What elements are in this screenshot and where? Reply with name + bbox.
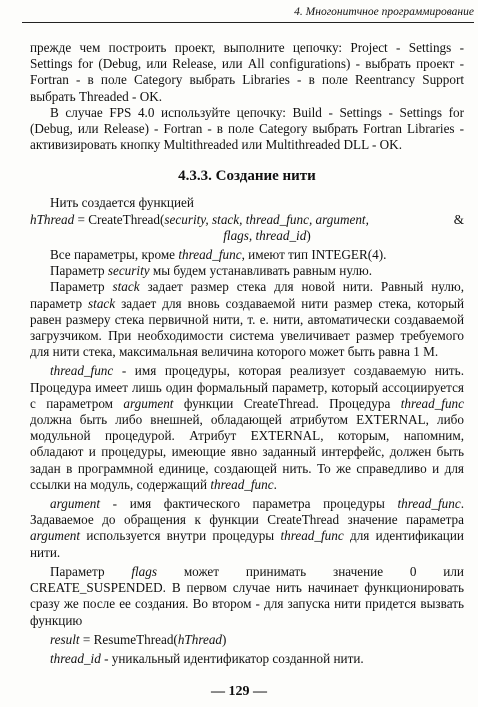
paragraph-intro: Нить создается функцией (50, 195, 194, 211)
paragraph-fps-settings: В случае FPS 4.0 используйте цепочку: Build - Settings - Settings for (Debug, или Release) - Fortran - в поле Category выбрать Fortran Libraries - активизировать кнопку Multithreaded или Multithreaded DLL - OK. (30, 104, 464, 153)
formula-call: = CreateThread( (74, 211, 165, 227)
formula-line-1 (30, 212, 464, 228)
page-number: — 129 — (211, 684, 267, 699)
paragraph-security: Параметр security мы будем устанавливать равным нулю. (50, 263, 373, 279)
formula-args-1: security, stack, thread_func, argument, (164, 211, 369, 227)
page-body (30, 40, 464, 667)
paragraph-thread-func: thread_func - имя процедуры, которая реализует создаваемую нить. Процедура имеет лишь один формальный параметр, который ассоциируется с параметром argument функции CreateThread. Процедура thread_func должна быть либо внешней, обладающей атрибутом EXTERNAL, либо модульной процедурой. Атрибут EXTERNAL, которым, напомним, обладают и процедуры, имеющие явно заданный интерфейс, должен быть задан в программной единице, создающей нить. То же справедливо и для ссылки на модуль, содержащий thread_func. (30, 363, 464, 492)
paragraph-argument: argument - имя фактического параметра процедуры thread_func. Задаваемое до обращения к функции CreateThread значение параметра argument используется внутри процедуры thread_func для идентификации нити. (30, 496, 464, 560)
formula-args-2: flags, thread_id (223, 227, 307, 243)
formula-create-thread (30, 212, 464, 244)
formula-resume-thread: result = ResumeThread(hThread) (50, 631, 227, 647)
formula-lhs: hThread (30, 211, 75, 227)
paragraph-flags: CREATE_SUSPENDED. В первом случае нить начинает функционировать сразу же после ее создания. Во втором - для запуска нити придется вызвать функцию (30, 580, 464, 628)
section-heading: 4.3.3. Создание нити (178, 168, 316, 185)
running-header: 4. Многонитчное программирование (22, 2, 474, 23)
paragraph-all-params: Все параметры, кроме thread_func, имеют тип INTEGER(4). (50, 247, 387, 263)
paragraph-thread-id: thread_id - уникальный идентификатор созданной нити. (50, 650, 364, 666)
paragraph-flags-line: Параметр flags может принимать значение 0 или (50, 563, 464, 579)
continuation-mark: & (453, 211, 464, 227)
formula-close: ) (306, 227, 311, 243)
paragraph-stack: Параметр stack задает размер стека для новой нити. Равный нулю, параметр stack задает для вновь создаваемой нити размер стека, который равен размеру стека первичной нити, т. е. нити, автоматически создаваемой загрузчиком. При необходимости система увеличивает размер требуемого для нити стека, максимальная величина которого может быть равна 1 М. (30, 279, 465, 360)
paragraph-project-settings: прежде чем построить проект, выполните цепочку: Project - Settings - Settings for (Debug, или Release, или All configurations) - выбрать проект - Fortran - в поле Category выбрать Libraries - в поле Reentrancy Support выбрать Threaded - OK. (30, 40, 464, 104)
formula-line-2 (30, 228, 464, 244)
